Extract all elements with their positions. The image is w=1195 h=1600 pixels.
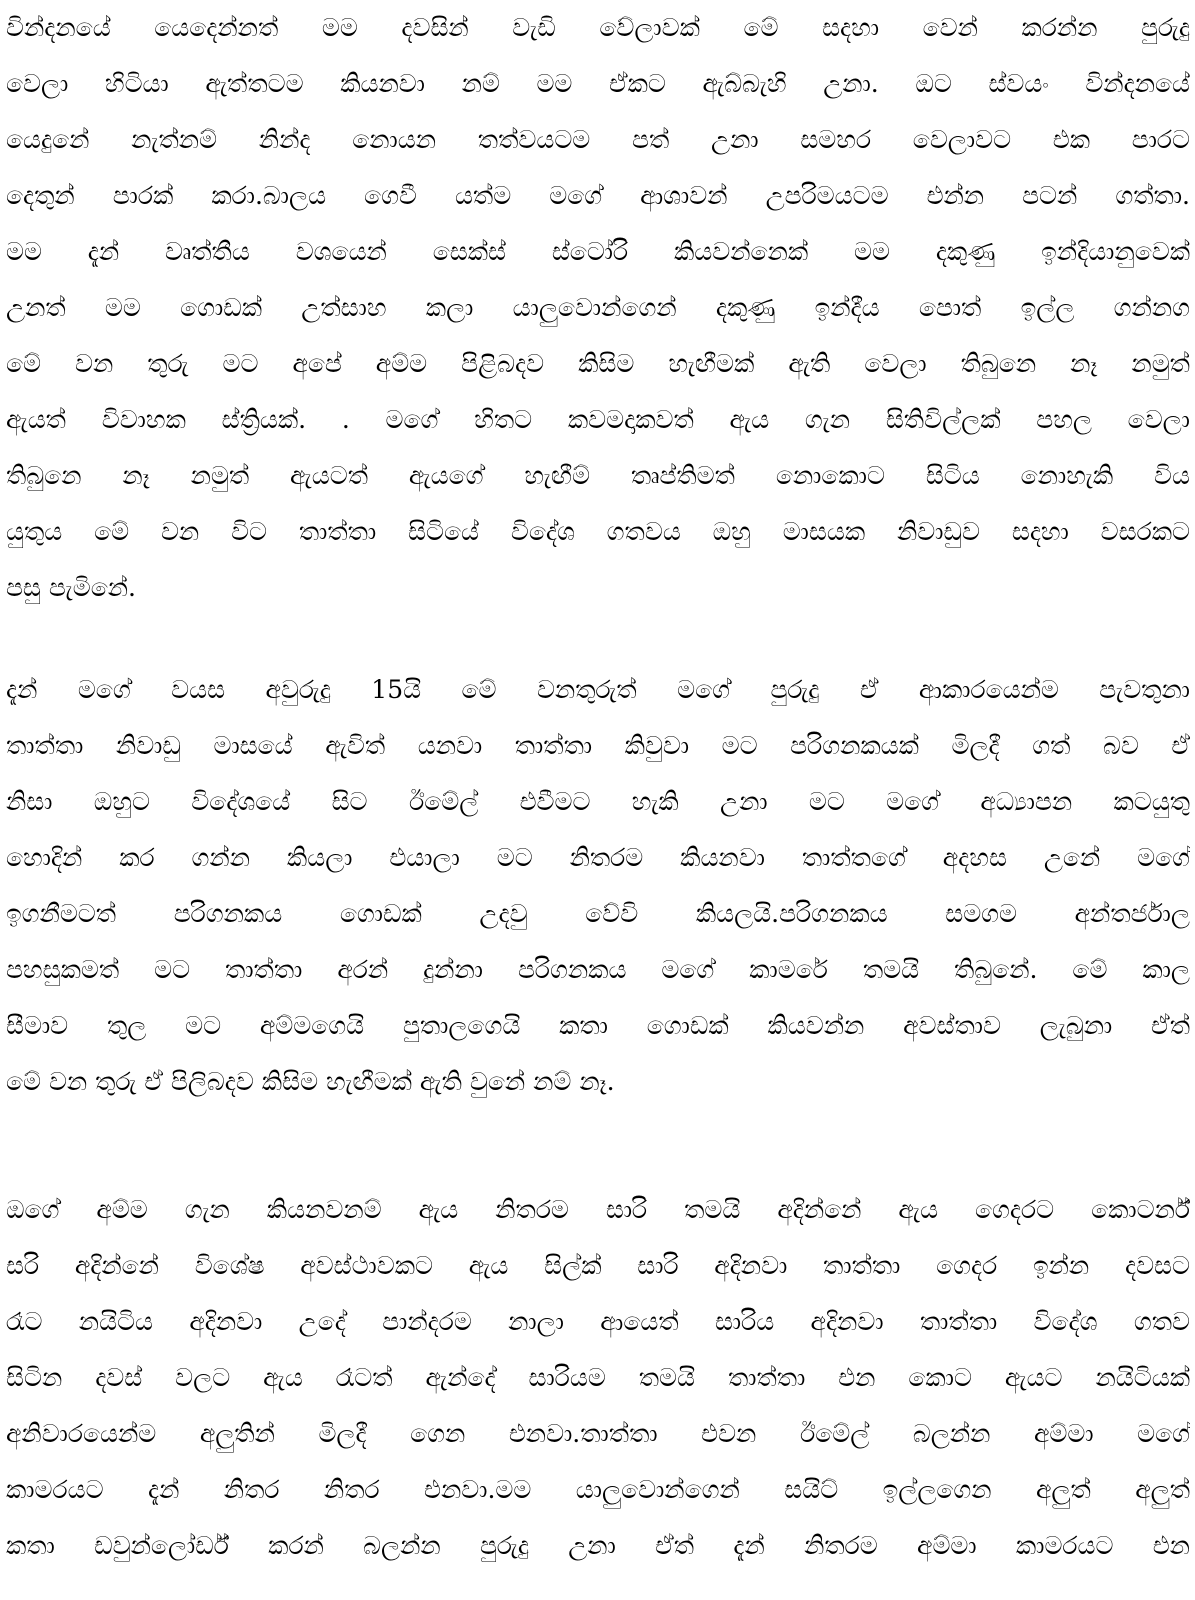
text-line: ඉගනීමටත් පරිගනකය ගොඩක් උදවු වේවි කියලයි.පරිගනකය සමගම අන්තර්ජාල <box>6 899 1190 928</box>
text-line: මේ වන තුරු මට අපේ අම්ම පිළිබදව කිසිම හැඟීමක් ඇති වෙලා තිබුනෙ නෑ නමුත් <box>6 349 1190 378</box>
text-line: අනිවාරයෙන්ම අලුතින් මිලදී ගෙන එනවා.තාත්තා එවන ඊමේල් බලන්න අම්මා මගේ <box>6 1419 1190 1448</box>
text-line: සිටින දවස් වලට ඇය රෑටත් ඇන්දේ සාරියම තමයි තාත්තා එන කොට ඇයට නයිටියක් <box>6 1363 1190 1392</box>
paragraph-3 <box>6 1182 1190 1574</box>
text-line: මම දැන් වෘත්තීය වශයෙන් සෙක්ස් ස්ටෝරි කියවන්නෙක් මම දකුණු ඉන්දියානුවෙක් <box>6 237 1190 266</box>
text-line: කාමරයට දැන් නිතර නිතර එනවා.මම යාලුවොන්ගෙන් සයිට් ඉල්ලගෙන අලුත් අලුත් <box>6 1475 1190 1504</box>
text-line: සීමාව තුල මට අම්මගෙයි පුතාලගෙයි කතා ගොඩක් කියවන්න අවස්තාව ලැබුනා ඒත් <box>6 1011 1190 1040</box>
text-line: කතා ඩවුන්ලෝර්ඩ් කරන් බලන්න පුරුදු උනා ඒත් දැන් නිතරම අම්මා කාමරයට එන <box>6 1531 1190 1560</box>
text-line: උනත් මම ගොඩක් උත්සාහ කලා යාලුවොන්ගෙන් දකුණු ඉන්දීය පොත් ඉල්ල ගන්නග <box>6 293 1190 322</box>
text-line: දෙතුන් පාරක් කරා.බාලය ගෙවී යත්ම මගේ ආශාවන් උපරිමයටම එන්න පටන් ගත්තා. <box>6 181 1190 210</box>
paragraph-2 <box>6 662 1190 1110</box>
paragraph-1 <box>6 0 1190 616</box>
text-line: වින්දනයේ යෙදෙන්නත් මම දවසින් වැඩි වේලාවක් මේ සදහා වෙන් කරන්න පුරුදු <box>6 13 1190 42</box>
text-line: පසු පැමිනේ. <box>6 573 136 602</box>
text-line: තාත්තා නිවාඩු මාසයේ ඇවිත් යනවා තාත්තා කිවුවා මට පරිගනකයක් මිලදී ගත් බව ඒ <box>6 731 1190 760</box>
text-line: රෑට නයිටිය අදිනවා උදේ පාන්දරම නාලා ආයෙත් සාරිය අදිනවා තාත්තා විදේශ ගතව <box>6 1307 1190 1336</box>
text-line: හොදින් කර ගන්න කියලා එයාලා මට නිතරම කියනවා තාත්තගේ අදහස උනේ මගේ <box>6 843 1190 872</box>
text-line: නිසා ඔහුට විදේශයේ සිට ඊමේල් එවීමට හැකි උනා මට මගේ අධ්‍යාපන කටයුතු <box>6 787 1190 816</box>
text-line: වෙලා හිටියා ඇත්තටම කියනවා නම් මම ඒකට ඇබ්බැහි උනා. ඔට ස්වයං වින්දනයේ <box>6 69 1190 98</box>
text-line: ඇයත් විවාහක ස්ත්‍රියක්. . මගේ හිතට කවමදාකවත් ඇය ගැන සිතිවිල්ලක් පහල වෙලා <box>6 405 1190 434</box>
text-line: සරි අදින්නේ විශේෂ අවස්ථාවකට ඇය සිල්ක් සාරි අදිනවා තාත්තා ගෙදර ඉන්න දවසට <box>6 1251 1190 1280</box>
text-line: ඔගේ අම්ම ගැන කියනවනම් ඇය නිතරම සාරි තමයි අදින්නේ ඇය ගෙදරට කොටර්න් <box>6 1195 1190 1224</box>
text-line: දැන් මගේ වයස අවුරුදු 15යි මේ වනතුරුත් මගේ පුරුදු ඒ ආකාරයෙන්ම පැවතුනා <box>6 675 1190 704</box>
text-line: යෙදුනේ නැත්නම් නින්ද නොයන තත්වයටම පත් උනා සමහර වෙලාවට එක පාරට <box>6 125 1190 154</box>
text-line: යුතුය මේ වන විට තාත්තා සිටියේ විදේශ ගතවය ඔහු මාසයක නිවාඩුව සදහා වසරකට <box>6 517 1190 546</box>
text-line: තිබුනෙ නෑ නමුත් ඇයටත් ඇයගේ හැඟීම් තෘප්තිමත් නොකොට සිටිය නොහැකි විය <box>6 461 1190 490</box>
text-line: පහසුකමත් මට තාත්තා අරන් දුන්නා පරිගනකය මගේ කාමරේ තමයි තිබුනේ. මේ කාල <box>6 955 1190 984</box>
text-line: මේ වන තුරු ඒ පිලිබදව කිසිම හැඟීමක් ඇති වුනේ නම් නෑ. <box>6 1067 615 1096</box>
